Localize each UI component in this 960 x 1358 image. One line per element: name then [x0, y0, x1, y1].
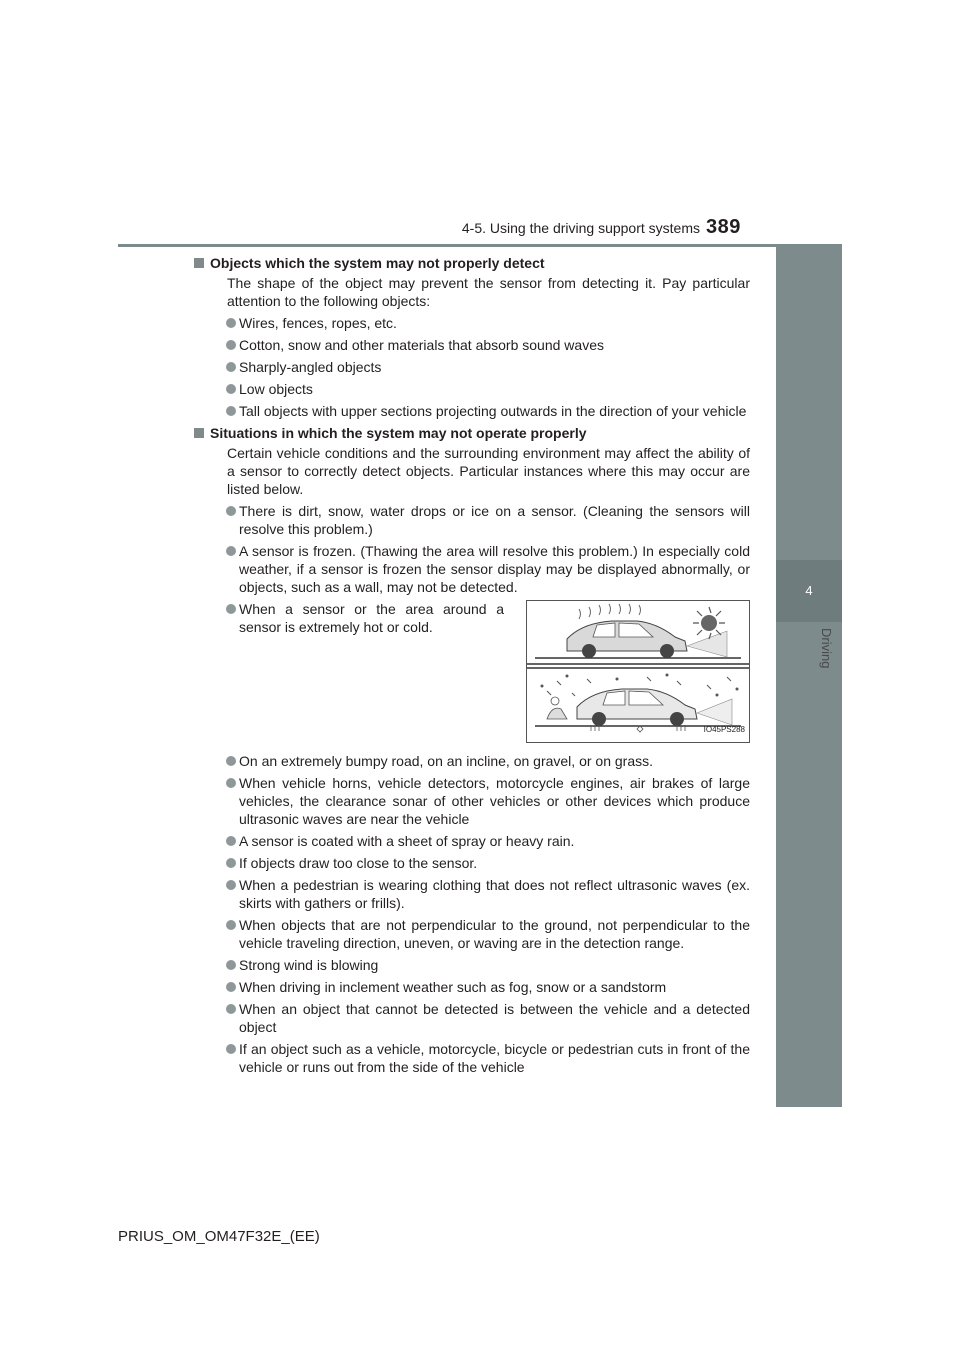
page-content [210, 254, 750, 1080]
circle-bullet-icon [226, 960, 236, 970]
circle-bullet-icon [226, 858, 236, 868]
section-intro: Certain vehicle conditions and the surrounding environment may affect the ability of a sensor to correctly detect objects. Particular instances where this may occur are listed below. [227, 445, 750, 497]
circle-bullet-icon [226, 920, 236, 930]
list-item: On an extremely bumpy road, on an incline, on gravel, or on grass. [210, 752, 750, 770]
list-item: If objects draw too close to the sensor. [210, 854, 750, 872]
circle-bullet-icon [226, 836, 236, 846]
circle-bullet-icon [226, 506, 236, 516]
section-heading: Objects which the system may not properly detect [194, 254, 750, 272]
list-item: There is dirt, snow, water drops or ice on a sensor. (Cleaning the sensors will resolve this problem.) [210, 502, 750, 538]
page-number: 389 [706, 216, 741, 238]
circle-bullet-icon [226, 340, 236, 350]
circle-bullet-icon [226, 318, 236, 328]
list-item: When vehicle horns, vehicle detectors, motorcycle engines, air brakes of large vehicles, the clearance sonar of other vehicles or other devices which produce ultrasonic waves are near the vehicle [210, 774, 750, 828]
header-rule [118, 244, 842, 247]
circle-bullet-icon [226, 756, 236, 766]
circle-bullet-icon [226, 384, 236, 394]
circle-bullet-icon [226, 1004, 236, 1014]
list-item: Cotton, snow and other materials that absorb sound waves [210, 336, 750, 354]
list-item: A sensor is frozen. (Thawing the area will resolve this problem.) In especially cold weather, if a sensor is frozen the sensor display may be displayed abnormally, or objects, such as a wall, may not be detected. [210, 542, 750, 596]
list-item: If an object such as a vehicle, motorcycle, bicycle or pedestrian cuts in front of the vehicle or runs out from the side of the vehicle [210, 1040, 750, 1076]
list-item: Sharply-angled objects [210, 358, 750, 376]
section-intro: The shape of the object may prevent the sensor from detecting it. Pay particular attention to the following objects: [227, 275, 750, 309]
square-bullet-icon [194, 258, 204, 268]
side-band-lower [776, 622, 842, 1107]
circle-bullet-icon [226, 604, 236, 614]
list-item: Tall objects with upper sections projecting outwards in the direction of your vehicle [210, 402, 750, 420]
circle-bullet-icon [226, 1044, 236, 1054]
chapter-label: Driving [819, 628, 834, 669]
list-item: When a pedestrian is wearing clothing that does not reflect ultrasonic waves (ex. skirts with gathers or frills). [210, 876, 750, 912]
list-item: Strong wind is blowing [210, 956, 750, 974]
circle-bullet-icon [226, 982, 236, 992]
chapter-tab: 4 [776, 560, 842, 622]
list-item: When an object that cannot be detected is between the vehicle and a detected object [210, 1000, 750, 1036]
list-item: When a sensor or the area around a sensor is extremely hot or cold. [210, 600, 504, 636]
list-item: Low objects [210, 380, 750, 398]
circle-bullet-icon [226, 778, 236, 788]
header-section-title: 4-5. Using the driving support systems [461, 220, 700, 236]
list-item: When objects that are not perpendicular to the ground, not perpendicular to the vehicle traveling direction, uneven, or waving are in the detection range. [210, 916, 750, 952]
section-heading: Situations in which the system may not operate properly [194, 424, 750, 442]
hot-cold-vehicle-illustration [526, 600, 750, 743]
figure-code: IO45PS288 [703, 725, 745, 734]
list-item: When driving in inclement weather such as fog, snow or a sandstorm [210, 978, 750, 996]
circle-bullet-icon [226, 406, 236, 416]
figure-row [210, 600, 750, 752]
side-band-upper [776, 247, 842, 560]
circle-bullet-icon [226, 546, 236, 556]
circle-bullet-icon [226, 880, 236, 890]
footer-doc-code: PRIUS_OM_OM47F32E_(EE) [118, 1228, 320, 1245]
square-bullet-icon [194, 428, 204, 438]
list-item: A sensor is coated with a sheet of spray or heavy rain. [210, 832, 750, 850]
list-item: Wires, fences, ropes, etc. [210, 314, 750, 332]
circle-bullet-icon [226, 362, 236, 372]
